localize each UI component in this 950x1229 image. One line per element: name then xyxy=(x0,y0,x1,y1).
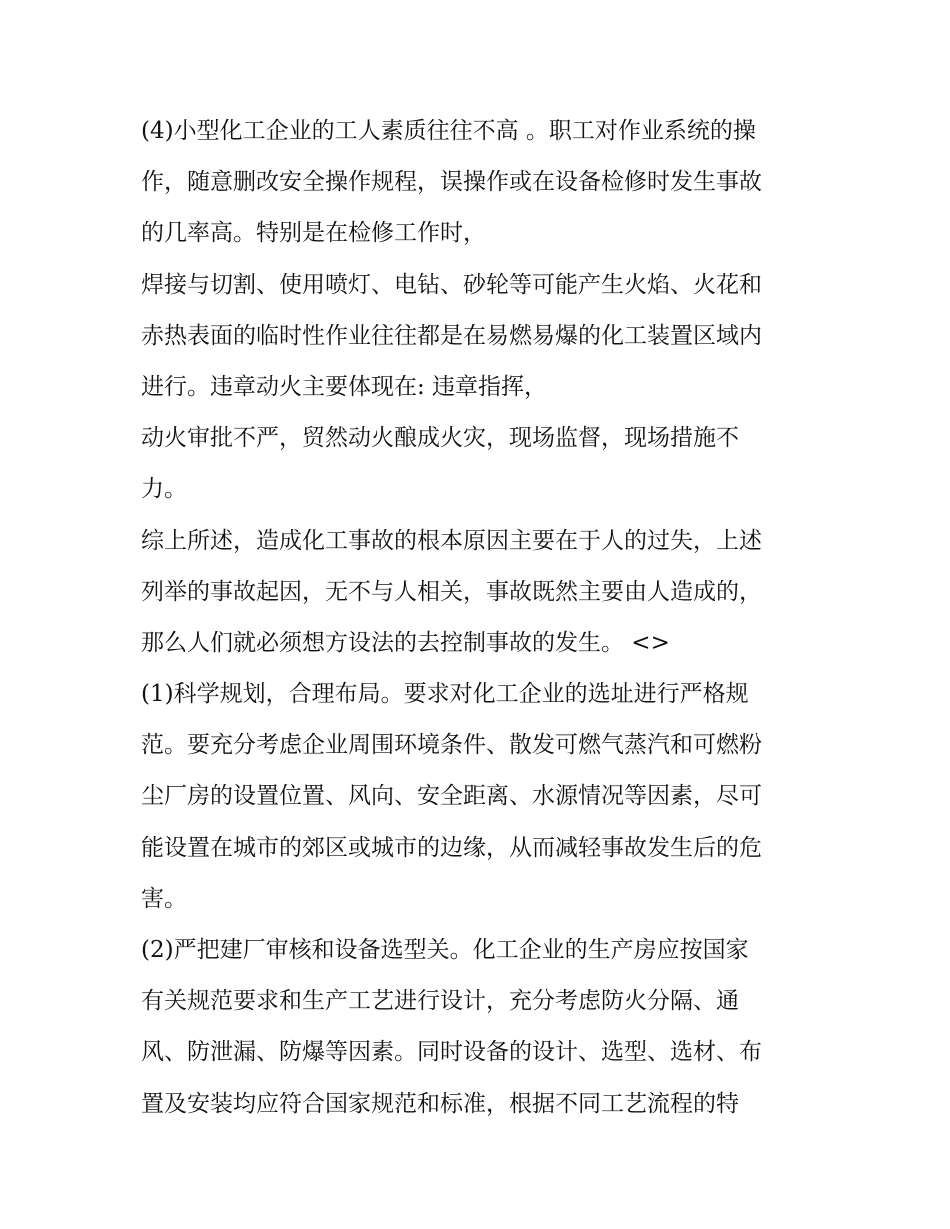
text-line: 赤热表面的临时性作业往往都是在易燃易爆的化工装置区域内 xyxy=(141,322,762,349)
text-line: 的几率高。特别是在检修工作时， xyxy=(141,220,486,247)
text-line: 动火审批不严，贸然动火酿成火灾，现场监督，现场措施不 xyxy=(141,425,739,452)
text-line: 焊接与切割、使用喷灯、电钻、砂轮等可能产生火焰、火花和 xyxy=(141,271,762,298)
text-line: 害。 xyxy=(141,885,187,912)
text-line: 综上所述，造成化工事故的根本原因主要在于人的过失，上述 xyxy=(141,527,762,554)
text-line: 那么人们就必须想方设法的去控制事故的发生。 <> xyxy=(141,629,670,656)
text-line: 列举的事故起因，无不与人相关，事故既然主要由人造成的， xyxy=(141,578,762,605)
text-line: (4)小型化工企业的工人素质往往不高 。职工对作业系统的操 xyxy=(141,118,756,144)
text-line: 尘厂房的设置位置、风向、安全距离、水源情况等因素，尽可 xyxy=(141,783,762,810)
text-line: 有关规范要求和生产工艺进行设计，充分考虑防火分隔、通 xyxy=(141,988,739,1015)
text-line: 作，随意删改安全操作规程，误操作或在设备检修时发生事故 xyxy=(141,169,762,196)
text-line: 风、防泄漏、防爆等因素。同时设备的设计、选型、选材、布 xyxy=(141,1039,762,1066)
body-text xyxy=(141,111,831,1135)
text-line: 进行。违章动火主要体现在: 违章指挥， xyxy=(141,373,548,400)
text-line: 范。要充分考虑企业周围环境条件、散发可燃气蒸汽和可燃粉 xyxy=(141,732,762,759)
text-line: (2)严把建厂审核和设备选型关。化工企业的生产房应按国家 xyxy=(141,937,749,963)
text-line: (1)科学规划，合理布局。要求对化工企业的选址进行严格规 xyxy=(141,681,749,708)
text-line: 能设置在城市的郊区或城市的边缘，从而减轻事故发生后的危 xyxy=(141,834,762,861)
text-line: 置及安装均应符合国家规范和标准，根据不同工艺流程的特 xyxy=(141,1090,739,1117)
text-line: 力。 xyxy=(141,476,187,503)
